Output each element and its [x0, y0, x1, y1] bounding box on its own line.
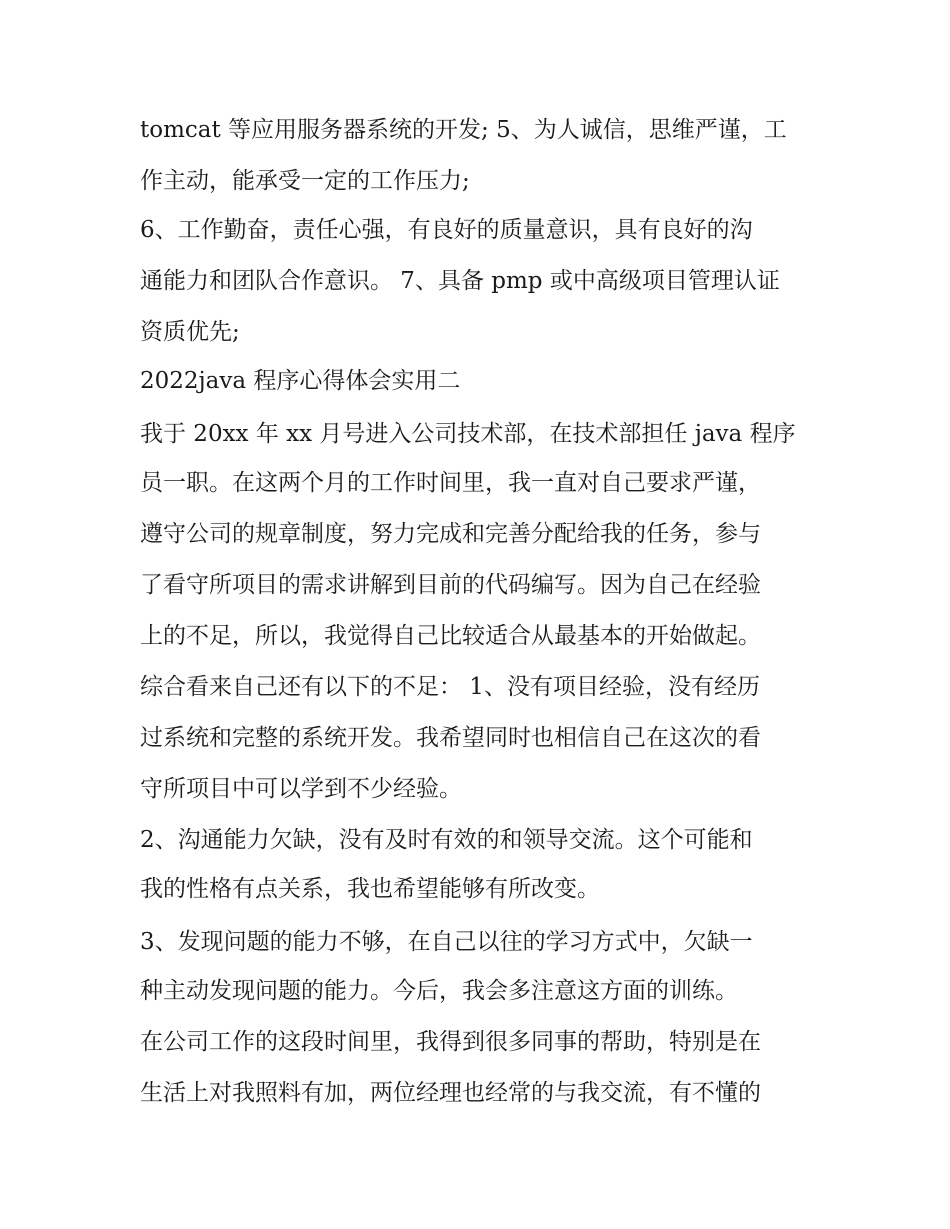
- text-line: 了看守所项目的需求讲解到目前的代码编写。因为自己在经验: [140, 572, 761, 598]
- text-line: 通能力和团队合作意识。 7、具备 pmp 或中高级项目管理认证: [140, 268, 780, 294]
- text-line: 3、发现问题的能力不够，在自己以往的学习方式中，欠缺一: [140, 929, 753, 955]
- text-line: 过系统和完整的系统开发。我希望同时也相信自己在这次的看: [140, 725, 761, 751]
- text-line: 6、工作勤奋，责任心强，有良好的质量意识，具有良好的沟: [140, 217, 753, 243]
- text-line: 遵守公司的规章制度，努力完成和完善分配给我的任务，参与: [140, 521, 761, 547]
- text-line: 综合看来自己还有以下的不足： 1、没有项目经验，没有经历: [140, 674, 760, 700]
- text-line: 2、沟通能力欠缺，没有及时有效的和领导交流。这个可能和: [140, 827, 753, 853]
- text-line: 员一职。在这两个月的工作时间里，我一直对自己要求严谨，: [140, 470, 761, 496]
- text-line: 守所项目中可以学到不少经验。: [140, 776, 462, 802]
- text-line: 种主动发现问题的能力。今后，我会多注意这方面的训练。: [140, 978, 738, 1004]
- text-line: tomcat 等应用服务器系统的开发; 5、为人诚信，思维严谨，工: [140, 117, 787, 143]
- text-line: 我于 20xx 年 xx 月号进入公司技术部，在技术部担任 java 程序: [140, 421, 796, 447]
- text-line: 上的不足，所以，我觉得自己比较适合从最基本的开始做起。: [140, 623, 761, 649]
- text-line: 生活上对我照料有加，两位经理也经常的与我交流，有不懂的: [140, 1080, 761, 1106]
- text-line: 我的性格有点关系，我也希望能够有所改变。: [140, 876, 600, 902]
- text-line: 在公司工作的这段时间里，我得到很多同事的帮助，特别是在: [140, 1029, 761, 1055]
- section-heading: 2022java 程序心得体会实用二: [140, 368, 461, 394]
- text-line: 作主动，能承受一定的工作压力;: [140, 168, 470, 194]
- text-line: 资质优先;: [140, 319, 240, 345]
